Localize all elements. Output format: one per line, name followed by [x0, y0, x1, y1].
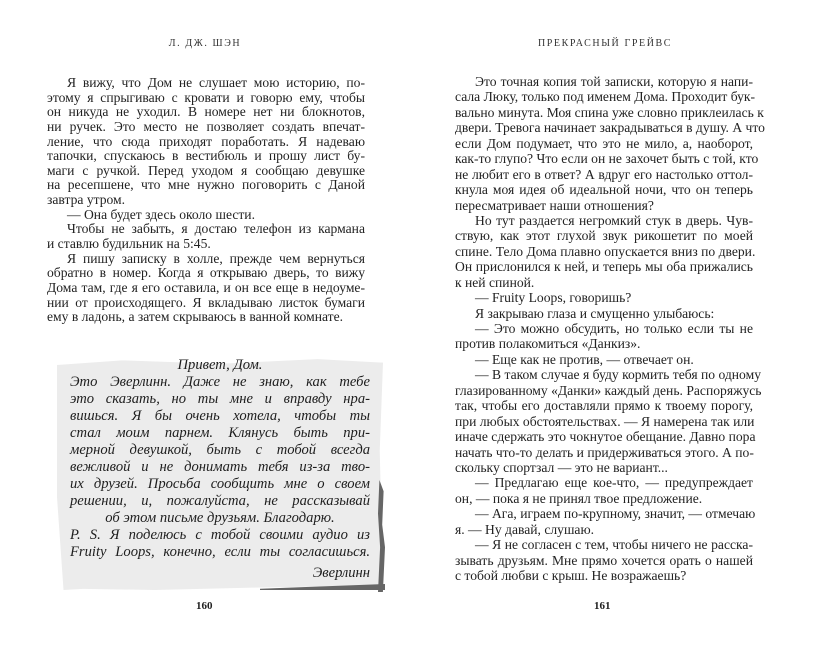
text-line: ни ручек. Это место не позволяет создать впечат-	[47, 118, 365, 134]
left-running-head: Л. ДЖ. ШЭН	[168, 38, 242, 49]
text-line: — Она будет здесь около шести.	[67, 206, 255, 222]
text-line: — Предлагаю еще кое-что, — предупреждает	[475, 475, 753, 491]
paragraph	[455, 74, 765, 213]
right-page-body	[455, 74, 765, 583]
note-line: их друзей. Просьба сообщить мне о своем	[70, 476, 370, 492]
text-line: — Еще как не против, — отвечает он.	[475, 351, 694, 367]
text-line: завтра утром.	[47, 192, 126, 208]
paragraph	[455, 506, 756, 537]
text-line: с тобой любви с крыш. Не возражаешь?	[455, 568, 687, 583]
text-line: так, чтобы его доставляли прямо к твоему порогу,	[455, 398, 753, 414]
paragraph	[47, 252, 365, 325]
text-line: к ней спиной.	[455, 274, 535, 290]
text-line: на ресепшене, что мне нужно поговорить с Даной	[47, 177, 365, 193]
text-line: против полакомиться «Данкиз».	[455, 336, 641, 352]
paragraph	[455, 475, 753, 506]
text-line: Чтобы не забыть, я достаю телефон из кармана	[67, 221, 365, 237]
text-line: сала Люку, только под именем Дома. Проходит бук-	[455, 89, 756, 105]
note-line: P. S. Я поделюсь с тобой своими аудио из	[70, 527, 370, 543]
text-line: — В таком случае я буду кормить тебя по одному	[475, 367, 761, 383]
text-line: не любит его в ответ? А вдруг его настолько оттол-	[455, 166, 753, 182]
text-line: — Это можно обсудить, но только если ты не	[475, 321, 753, 336]
text-line: нии от происходящего. Я вкладываю листок бумаги	[47, 294, 365, 310]
paragraph	[47, 222, 365, 251]
paragraph	[455, 212, 756, 290]
left-page-number: 160	[196, 600, 213, 612]
text-line: и ставлю будильник на 5:45.	[47, 236, 211, 252]
text-line: этому я спрыгиваю с кровати и говорю ему, чтобы	[47, 89, 365, 105]
note-line: это сказать, но ты мне и вправду нра-	[70, 391, 370, 407]
text-line: иначе сдержать это чокнутое обещание. Давно пора	[455, 429, 756, 445]
right-running-head: ПРЕКРАСНЫЙ ГРЕЙВС	[537, 38, 673, 49]
text-line: глазированному «Данки» каждый день. Распоряжусь	[455, 382, 762, 398]
note-line: вежливой и не донимать тебя из-за тво-	[70, 459, 370, 475]
text-line: начать что-то делать и придерживаться этого. А по-	[455, 444, 754, 460]
text-line: Я пишу записку в холле, прежде чем вернуться	[67, 250, 365, 266]
note-line: стал моим парнем. Клянусь быть при-	[70, 425, 370, 441]
text-line: если Дом подумает, что это не мило, а, наоборот,	[455, 135, 753, 151]
note-line: об этом письме друзьям. Благодарю.	[105, 510, 335, 526]
text-line: при любых обстоятельствах. — Я намерена так или	[455, 413, 755, 429]
handwritten-note	[70, 357, 370, 582]
text-line: обратно в номер. Когда я открываю дверь, то вижу	[47, 265, 365, 281]
text-line: скольку спортзал — это не вариант...	[455, 459, 668, 475]
note-line: решении, и, пожалуйста, не рассказывай	[70, 493, 370, 509]
text-line: ление, что сюда приходят поработать. Я надеваю	[47, 133, 365, 149]
text-line: тапочки, спускаюсь в вестибюль и прошу лист бу-	[47, 148, 365, 164]
text-line: спине. Тело Дома плавно опускается вниз по двери.	[455, 243, 756, 259]
paragraph	[455, 290, 753, 305]
left-page-body	[47, 76, 365, 325]
right-page-number: 161	[594, 600, 611, 612]
text-line: ствую, как этот глухой звук рикошетит по моей	[455, 228, 753, 244]
paragraph	[47, 76, 365, 208]
note-line: Это Эверлинн. Даже не знаю, как тебе	[70, 374, 370, 390]
paragraph	[47, 208, 365, 223]
text-line: маги с ручкой. Перед уходом я сообщаю девушке	[47, 162, 365, 178]
text-line: Он прислонился к ней, и теперь мы оба прижались	[455, 259, 753, 275]
text-line: он, — пока я не принял твое предложение.	[455, 490, 703, 506]
text-line: — Fruity Loops, говоришь?	[475, 290, 632, 306]
text-line: Но тут раздается негромкий стук в дверь. Чув-	[475, 212, 753, 228]
text-line: — Я не согласен с тем, чтобы ничего не расска-	[475, 537, 753, 553]
text-line: ему в ладонь, а затем скрываюсь в ванной комнате.	[47, 309, 344, 325]
text-line: — Ага, играем по-крупному, значит, — отмечаю	[475, 506, 756, 522]
note-greeting: Привет, Дом.	[177, 357, 263, 373]
text-line: Я закрываю глаза и смущенно улыбаюсь:	[475, 305, 715, 321]
text-line: Дома там, где я его оставила, и он все еще в недоуме-	[47, 279, 365, 295]
text-line: Я вижу, что Дом не слушает мою историю, по-	[67, 75, 365, 90]
text-line: я. — Ну давай, слушаю.	[455, 521, 595, 537]
text-line: как-то глупо? Что если он не захочет быть с той, кто	[455, 151, 759, 167]
note-line: мерной девушкой, быть с тобой всегда	[70, 442, 370, 458]
note-line: Fruity Loops, конечно, если ты согласишься.	[70, 544, 370, 560]
note-line: вишься. Я бы очень хотела, чтобы ты	[70, 408, 370, 424]
note-signature: Эверлинн	[312, 565, 370, 581]
text-line: пересматривает наши отношения?	[455, 197, 654, 213]
paragraph	[455, 306, 753, 321]
text-line: вально минута. Моя спина уже словно приклеилась к	[455, 104, 764, 120]
paragraph	[455, 537, 753, 583]
text-line: Это точная копия той записки, которую я напи-	[475, 74, 753, 89]
paragraph	[455, 321, 753, 352]
paragraph	[455, 352, 753, 367]
paragraph	[455, 367, 762, 475]
text-line: он никуда не уходил. В номере нет ни блокнотов,	[47, 104, 365, 120]
text-line: кнула моя идея об идеальной ночи, что он теперь	[455, 182, 753, 198]
text-line: двери. Тревога начинает закрадываться в душу. А что	[455, 120, 765, 136]
text-line: зывать друзьям. Мне прямо хочется орать о нашей	[455, 552, 753, 568]
